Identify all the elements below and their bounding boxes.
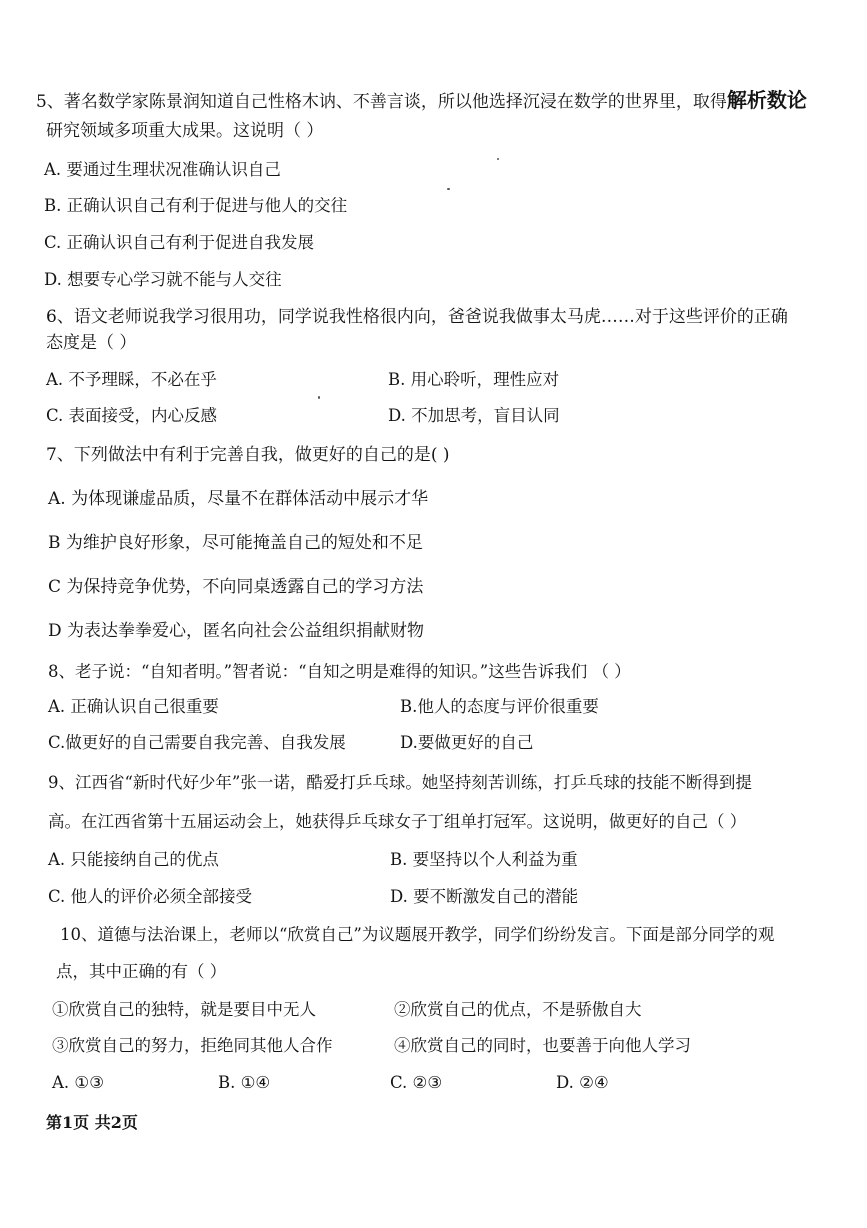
q9-stem-line1: 9、江西省“新时代好少年”张一诺，酷爱打乒乓球。她坚持刻苦训练，打乒乓球的技能不断得到提 [48, 773, 752, 792]
q10-option-a: A. ①③ [52, 1073, 104, 1092]
q8-option-a: A. 正确认识自己很重要 [48, 697, 219, 716]
q6-stem-line1: 6、语文老师说我学习很用功，同学说我性格很内向，爸爸说我做事太马虎……对于这些评价的正确 [46, 307, 788, 327]
q10-statement-2: ②欣赏自己的优点，不是骄傲自大 [394, 1000, 642, 1019]
q9-option-a: A. 只能接纳自己的优点 [48, 850, 219, 869]
q8-stem: 8、老子说：“自知者明。”智者说：“自知之明是难得的知识。”这些告诉我们 （ ） [48, 662, 631, 681]
q5-stem-text: 5、著名数学家陈景润知道自己性格木讷、不善言谈，所以他选择沉浸在数学的世界里，取得 [36, 92, 727, 112]
q6-option-a: A. 不予理睬，不必在乎 [46, 370, 217, 389]
q5-stem-line1 [36, 90, 807, 112]
q10-option-c: C. ②③ [390, 1073, 443, 1092]
q8-option-b: B.他人的态度与评价很重要 [400, 697, 599, 716]
q6-option-d: D. 不加思考，盲目认同 [388, 406, 560, 425]
q9-option-d: D. 要不断激发自己的潜能 [390, 887, 579, 906]
q7-option-b: B 为维护良好形象，尽可能掩盖自己的短处和不足 [48, 533, 423, 553]
q7-option-a: A. 为体现谦虚品质，尽量不在群体活动中展示才华 [48, 489, 429, 509]
q7-option-c: C 为保持竞争优势，不向同桌透露自己的学习方法 [48, 577, 424, 597]
q10-stem-line2: 点，其中正确的有（ ） [56, 962, 227, 981]
scan-speck [447, 188, 450, 190]
scan-speck [497, 158, 499, 160]
q6-option-b: B. 用心聆听，理性应对 [388, 370, 560, 389]
q5-option-c: C. 正确认识自己有利于促进自我发展 [44, 233, 315, 252]
q9-option-b: B. 要坚持以个人利益为重 [390, 850, 578, 869]
scan-speck [318, 396, 320, 399]
q9-stem-line2: 高。在江西省第十五届运动会上，她获得乒乓球女子丁组单打冠军。这说明，做更好的自己（ ） [48, 812, 747, 831]
q6-option-c: C. 表面接受，内心反感 [46, 406, 218, 425]
q5-stem-bold-text: 解析数论 [726, 88, 807, 112]
q5-option-d: D. 想要专心学习就不能与人交往 [44, 270, 282, 289]
q5-option-a: A. 要通过生理状况准确认识自己 [44, 160, 281, 179]
q5-option-b: B. 正确认识自己有利于促进与他人的交往 [44, 196, 348, 215]
q7-option-d: D 为表达拳拳爱心，匿名向社会公益组织捐献财物 [48, 621, 425, 641]
page-footer: 第1页 共2页 [46, 1113, 138, 1132]
q8-option-d: D.要做更好的自己 [400, 733, 534, 752]
q10-stem-line1: 10、道德与法治课上，老师以“欣赏自己”为议题展开教学，同学们纷纷发言。下面是部分同学的观 [60, 925, 775, 944]
q10-statement-4: ④欣赏自己的同时，也要善于向他人学习 [394, 1036, 691, 1055]
q5-stem-line2: 研究领域多项重大成果。这说明（ ） [46, 121, 324, 141]
q9-option-c: C. 他人的评价必须全部接受 [48, 887, 253, 906]
q7-stem: 7、下列做法中有利于完善自我，做更好的自己的是( ) [46, 445, 450, 465]
q10-statement-1: ①欣赏自己的独特，就是要目中无人 [52, 1000, 316, 1019]
q10-option-b: B. ①④ [218, 1073, 271, 1092]
q10-option-d: D. ②④ [556, 1073, 609, 1092]
q6-stem-line2: 态度是（ ） [46, 333, 137, 353]
q8-option-c: C.做更好的自己需要自我完善、自我发展 [48, 733, 346, 752]
q10-statement-3: ③欣赏自己的努力，拒绝同其他人合作 [52, 1036, 333, 1055]
